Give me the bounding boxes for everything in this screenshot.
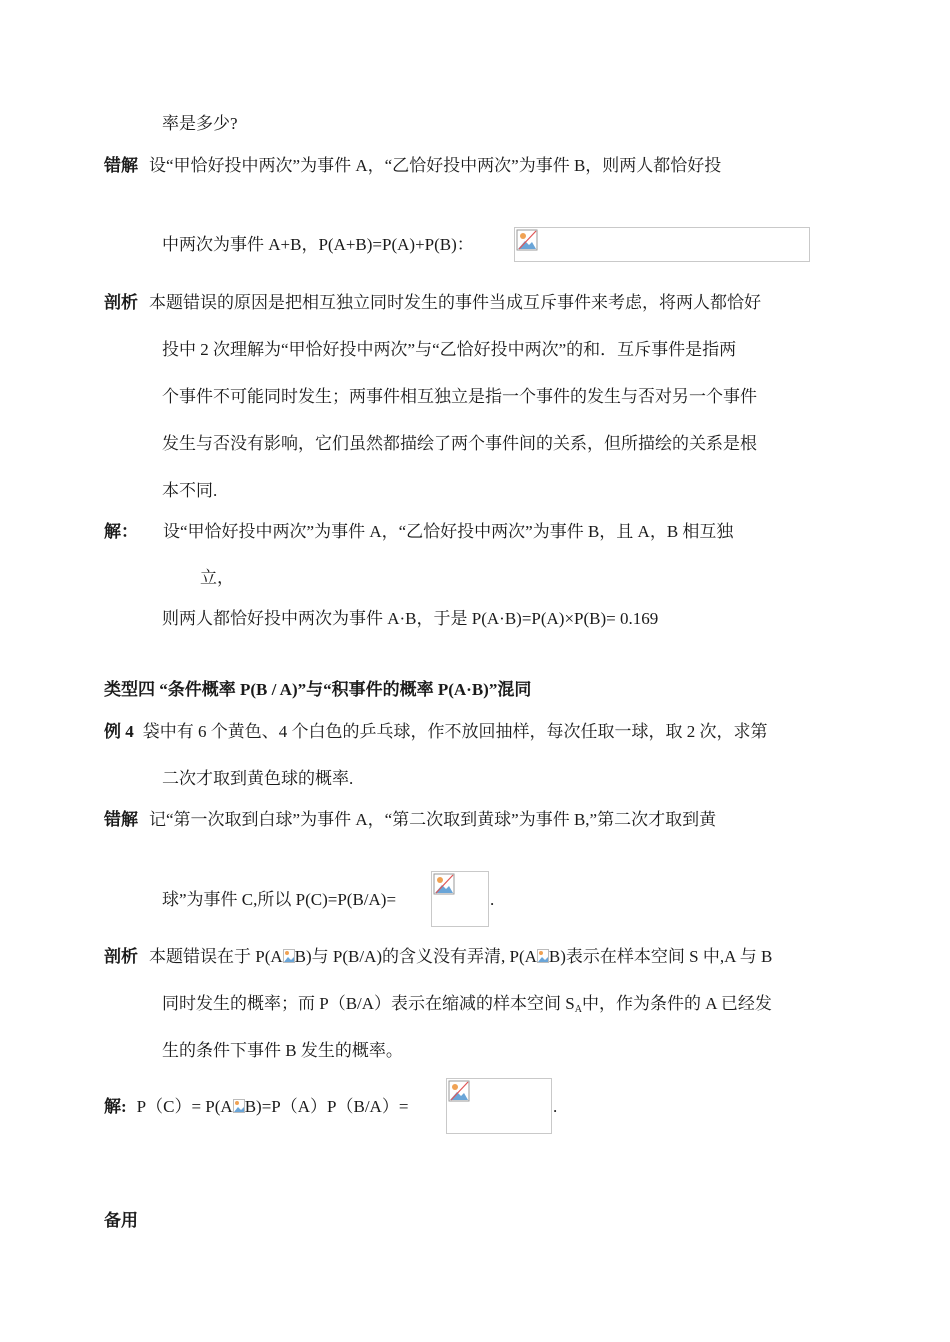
wrong-solution-1 bbox=[104, 155, 721, 177]
solution-1-line3: 则两人都恰好投中两次为事件 A·B，于是 P(A·B)=P(A)×P(B)= 0.169 bbox=[162, 609, 659, 628]
broken-image-icon bbox=[516, 229, 538, 251]
analysis-1-line3: 个事件不可能同时发生；两事件相互独立是指一个事件的发生与否对另一个事件 bbox=[162, 387, 757, 406]
solution-2 bbox=[104, 1096, 408, 1118]
analysis-2-line2 bbox=[162, 993, 772, 1021]
analysis-2 bbox=[104, 946, 772, 968]
wrong-solution-2-text: 记“第一次取到白球”为事件 A，“第二次取到黄球”为事件 B,”第二次才取到黄 bbox=[149, 810, 717, 829]
analysis-1-line2: 投中 2 次理解为“甲恰好投中两次”与“乙恰好投中两次”的和．互斥事件是指两 bbox=[162, 340, 737, 359]
analysis-1-line4: 发生与否没有影响，它们虽然都描绘了两个事件间的关系，但所描绘的关系是根 bbox=[162, 434, 757, 453]
solution-2-part-b: B)=P（A）P（B/A）= bbox=[244, 1097, 409, 1116]
broken-image-icon bbox=[448, 1080, 470, 1102]
analysis-1-line5: 本不同. bbox=[162, 481, 218, 500]
solution-1-line2: 立， bbox=[200, 568, 234, 587]
solution-1 bbox=[104, 521, 733, 543]
analysis-2-line2-a: 同时发生的概率；而 P（B/A）表示在缩减的样本空间 S bbox=[162, 994, 575, 1013]
wrong-solution-2 bbox=[104, 809, 716, 831]
analysis-2-line3: 生的条件下事件 B 发生的概率。 bbox=[162, 1041, 403, 1060]
broken-image-icon bbox=[433, 873, 455, 895]
example-4 bbox=[104, 721, 768, 743]
wrong-solution-1-line2: 中两次为事件 A+B，P(A+B)=P(A)+P(B)： bbox=[162, 235, 474, 254]
broken-inline-glyph-icon bbox=[233, 1099, 245, 1113]
solution-2-period: . bbox=[553, 1097, 558, 1116]
wrong-solution-2-period: . bbox=[490, 890, 495, 909]
example-4-line2: 二次才取到黄色球的概率. bbox=[162, 769, 354, 788]
broken-inline-glyph-icon bbox=[537, 949, 549, 963]
wrong-solution-1-text: 设“甲恰好投中两次”为事件 A，“乙恰好投中两次”为事件 B，则两人都恰好投 bbox=[149, 156, 722, 175]
analysis-2-part-c: B)表示在样本空间 S 中,A 与 B bbox=[548, 947, 773, 966]
analysis-2-part-b: B)与 P(B/A)的含义没有弄清, P(A bbox=[294, 947, 537, 966]
solution-label: 解： bbox=[104, 522, 138, 541]
wrong-solution-label: 错解 bbox=[104, 810, 138, 829]
analysis-label: 剖析 bbox=[104, 947, 138, 966]
section-heading-type4: 类型四 “条件概率 P(B / A)”与“积事件的概率 P(A·B)”混同 bbox=[104, 680, 532, 699]
analysis-1-text: 本题错误的原因是把相互独立同时发生的事件当成互斥事件来考虑，将两人都恰好 bbox=[149, 293, 761, 312]
analysis-1 bbox=[104, 292, 761, 314]
formula-image-2 bbox=[431, 871, 489, 927]
analysis-2-line2-b: 中，作为条件的 A 已经发 bbox=[581, 994, 772, 1013]
analysis-2-part-a: 本题错误在于 P(A bbox=[149, 947, 283, 966]
broken-inline-glyph-icon bbox=[283, 949, 295, 963]
question-continuation: 率是多少? bbox=[162, 114, 238, 133]
formula-image-3 bbox=[446, 1078, 552, 1134]
wrong-solution-2-line2: 球”为事件 C,所以 P(C)=P(B/A)= bbox=[162, 890, 397, 909]
section-heading-backup: 备用 bbox=[104, 1211, 138, 1230]
solution-1-text: 设“甲恰好投中两次”为事件 A，“乙恰好投中两次”为事件 B，且 A，B 相互独 bbox=[163, 522, 734, 541]
solution-label: 解: bbox=[104, 1097, 127, 1116]
analysis-label: 剖析 bbox=[104, 293, 138, 312]
subscript: A bbox=[574, 1004, 582, 1015]
example-label: 例 4 bbox=[104, 722, 134, 741]
formula-image-1 bbox=[514, 227, 810, 262]
solution-2-part-a: P（C）= P(A bbox=[136, 1097, 233, 1116]
example-4-text: 袋中有 6 个黄色、4 个白色的乒乓球，作不放回抽样，每次任取一球，取 2 次，求第 bbox=[142, 722, 768, 741]
wrong-solution-label: 错解 bbox=[104, 156, 138, 175]
